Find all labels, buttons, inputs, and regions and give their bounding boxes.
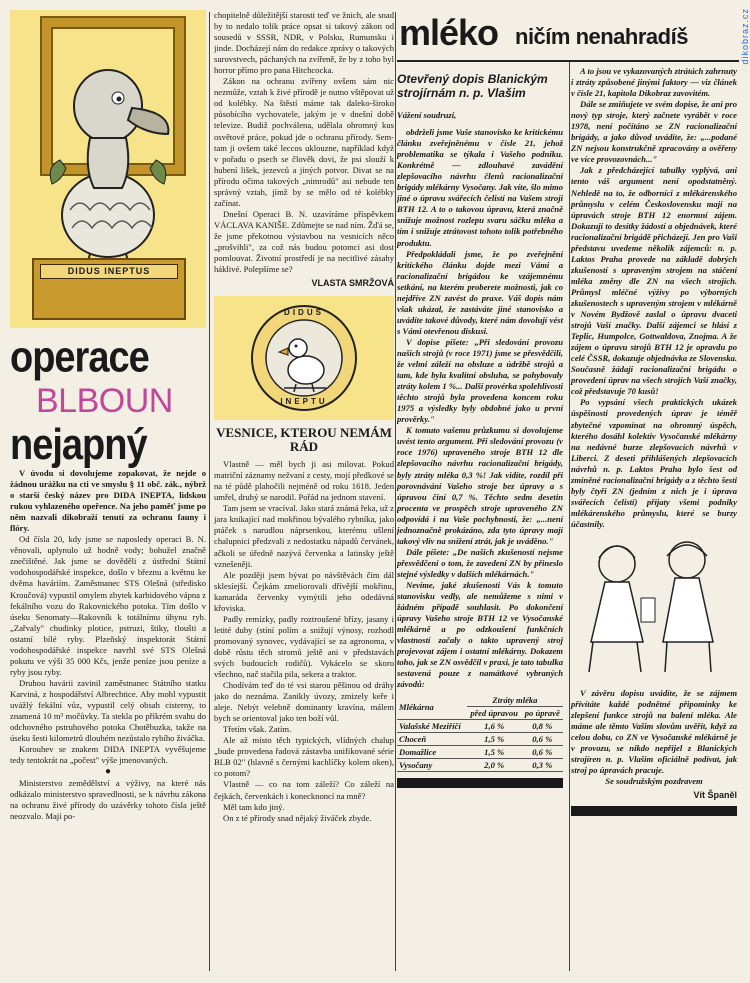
table-cell: 1,5 % bbox=[467, 746, 522, 759]
letter-title: Otevřený dopis Blanickým strojírnám n. p. Vlašim bbox=[397, 72, 548, 100]
table-cell: 2,0 % bbox=[467, 759, 522, 772]
medal-text-bottom: INEPTU bbox=[280, 397, 328, 407]
pedestal-plaque: DIDUS INEPTUS bbox=[40, 264, 178, 279]
letter-right-column bbox=[571, 66, 737, 816]
table-cell: Vysočany bbox=[397, 759, 467, 772]
table-row bbox=[397, 759, 563, 772]
paragraph: Korouhev se znakem DIDA INEPTA vyvěšujeme tedy tentokrát na „počest" výše jmenovaných. bbox=[10, 744, 206, 766]
column-operace bbox=[10, 10, 206, 973]
paragraph: Měl tam kdo jiný. bbox=[223, 801, 285, 812]
paragraph: Od čísla 20, kdy jsme se naposledy operaci B. N. věnovali, uplynulo už hodně vody; bohužel značně znečištěné. Jak jsme se dověděli z ústřední Státní vodohospodářské inspekce, došlo v březnu a květnu ke dvěma haváriím. Zaměstnanec STS Olešná (středisko Kroučová) vypustil omylem zbytek karbidového vápna z fekálního vozu do Rakovnického potoka. Tím došlo v úseku Senomaty—Rakovník k totálnímu úhynu ryb. „Zařvaly" chudinky plotice, pstruzi, štiky, tloušti a ostatní bílé ryby. Plzeňský inspektorát Státní vodohospodářské inspekce navrhl své STS Olešná pokutu ve výši 35 000 Kčs, jenže peníze jsou peníze a ryby jsou ryby. bbox=[10, 534, 206, 677]
table-cell: 0,6 % bbox=[522, 746, 563, 759]
paragraph: Předpokládali jsme, že po zveřejnění kritického článku dojde mezi Vámi a racionalizační brigádou ke vzájemnému setkání, na kterém proberete možnosti, jak co nejdříve ZN zavést do praxe. Váš dopis nám však ukázal, že zastáváte jiné stanovisko a uvádíte takové důvody, které nám dovolují vést s Vámi otevřenou diskusi. bbox=[397, 248, 563, 336]
closing: Se soudružským pozdravem bbox=[605, 776, 703, 787]
table-header-after: po úpravě bbox=[522, 707, 563, 720]
paragraph: Třetím však. Zatím. bbox=[223, 724, 292, 735]
didus-medal-illustration bbox=[214, 296, 394, 420]
table-row bbox=[397, 733, 563, 746]
table-header-before: před úpravou bbox=[467, 707, 522, 720]
dodo-illustration bbox=[10, 10, 206, 328]
table-row bbox=[397, 746, 563, 759]
column-rule bbox=[395, 12, 396, 971]
headline-blboun: BLBOUN bbox=[36, 382, 173, 420]
paragraph: Vlastně — co na tom záleží? Co záleží na čejkách, červenkách i konecknoncí na mně? bbox=[214, 779, 394, 801]
paragraph: On z té přírody snad nějaký živáček zbyde. bbox=[223, 812, 372, 823]
site-watermark: dikobraz.cz bbox=[740, 8, 750, 65]
paragraph: Zákon na ochranu zvířeny ovšem sám nic nezmůže, vztah k živé přírodě je nutno vštěpovat už od kolébky. Na štěstí máme tak daleko-široko působícího vychovatele, jakým je v dnešní době televize. Budiž pochválena, udělala ohromný kus osvětové práce, pokud jde o ochranu přírody. Sem-tam ji ovšem také leccos uklouzne, například když v pořadu o psech se člověk dovi, že psi slouží k hubení lišek, jezevců a jiných potvor. Divat se na přírodu očima takových „nimrodů" asi nebude ten správný vztah, jímž by se mělo od té kolébky začínat. bbox=[214, 76, 394, 208]
paragraph: Jak z předcházející tabulky vyplývá, ani tento váš argument není opodstatněný. Nehledě na to, že odborníci z mlékárenského průmyslu v celém Československu mají na úpravách stroje BTH 12 enormní zájem. Dokazují to desítky žádostí a objednávek, které racionalizační brigádě přicházejí. Jen pro Vaši představu uvedeme několik zájemců: n. p. Laktos Praha provede na základě dobrých zkušeností s upraveným strojem na stáčení mléka změny dle ZN na všech strojích. Průmysl mléčné výživy po výborných zkušenostech s upraveným strojem v mlékárně v Novém Bydžově zaslal o úpravu dvaceti strojů Vaší značky. Další zájemci se hlásí z Teplic, Humpolce, Gottwaldova, Znojma. A že zájem o úpravu strojů BTH 12 je opravdu po celé ČSSR, dokazuje objednávka ze Slovenska. Současně žádají racionalizační brigádu o provedení úprav na všech strojích Vaší značky, což představuje 70 kusů! bbox=[571, 165, 737, 397]
table-row bbox=[397, 720, 563, 733]
masthead-mleko: mléko bbox=[399, 12, 499, 53]
table-cell: 0,3 % bbox=[522, 759, 563, 772]
paragraph: Ale později jsem bývat po návštěvách čím dál sklesíejší. Čejkám zmeliorovali dřívější mokřinu, kamaráda červenky vymýtili jeho odedávná křoviska. bbox=[214, 569, 394, 613]
table-cell: Domažlice bbox=[397, 746, 467, 759]
pedestal bbox=[32, 258, 186, 320]
footer-bar bbox=[571, 806, 737, 816]
milk-loss-table bbox=[397, 694, 563, 772]
salutation: Vážení soudruzi, bbox=[397, 110, 457, 120]
table-header-plant: Mlékárna bbox=[397, 694, 467, 720]
table-header-group: Ztráty mléka bbox=[467, 694, 563, 707]
paragraph: Dnešní Operaci B. N. uzavíráme příspěvkem VÁCLAVA KANIŠE. Zdůmejte se nad ním. Žďá se, že jsme překotnou výstavbou na vesnicích něco „prošvihli", za což nás budou potomci asi dost pomlouvat. Životní prostředí je na necitlivé zásahy háklivé. Polepšíme se? bbox=[214, 208, 394, 275]
paragraph: chopitelně důležitější starosti teď ve žnich, ale snad by to nedalo tolik práce opsat si takový zákon od sousedů v SSSR, NDR, v Polsku, Rumunsku i jinde. Docházejí nám do redakce zprávy o takových surovstvech, páchaných na zvířeně, že by z toho byl horror přímo pro pana Hitchcocka. bbox=[214, 10, 394, 76]
headline-nejapny: nejapný bbox=[10, 420, 147, 470]
paragraph: K tomuto vašemu průzkumu si dovolujeme uvést tento argument. Při sledování provozu (v roce 1976) upraveného stroje BTH 12 dle zlepšovacího návrhu racionalizační brigády, byly ztráty mléka 0,3 %! Jak vidíte, rozdíl při porovnávání Vašeho stroje bez úpravy a s úpravou činí 0,7 %. Těchto sedm desetin procenta ve prospěch stroje upraveného ZN odpovídá i na Vaše pochybnosti, že: „...není jednoznačně prokázáno, zda tyto úpravy mají takový vliv na snížení ztrát, jak je uváděno." bbox=[397, 425, 563, 546]
paragraph: V dopise píšete: „Při sledování provozu našich strojů (v roce 1971) jsme se přesvědčili, že velmi záleží na obsluze a údržbě strojů a tam, kde byla kvalitní obsluha, se pohybovaly ztráty kolem 1 %... Další provérka spolehlivosti těchto strojů byla provedena koncem roku 1975 a výsledky byly obdobné jako u první prověrky." bbox=[397, 336, 563, 425]
paragraph: Po vypsání všech praktických ukázek úspěšnosti provedených úprav je téměř zbytečné vzpomínat na ohromný úspěch, kterého dosáhl kolektiv Vysočanské mlékárny na nedávné burze zlepšovacích návrhů v Liberci. Z deseti přihlášených zlepšovacích návrhů n. p. Laktos Praha bylo šest od zmíněné racionalizační brigády a z těchto šesti byly čtyři ZN (jedním z nich je i úprava svářecích čelistí) přijaty všemi podniky mlékárenského průmyslu, které se burzy účastnily. bbox=[571, 397, 737, 529]
paragraph: A to jsou ve vykazovaných ztrátách zahrnuty i ztráty způsobené jinými faktory — viz článek v čísle 21, kapitola Dikobraz zavovitém. bbox=[571, 66, 737, 99]
column-vesnice bbox=[214, 10, 394, 973]
paragraph: Chodívám teď do té vsi starou pěšinou od dráhy jako do neznáma. Zanikly úvozy, zmizely keře i aleje. Nebýt velebně dominanty kravína, málem bych se orientoval jako ten boží vůl. bbox=[214, 680, 394, 724]
masthead bbox=[397, 10, 739, 62]
paragraph: Ministerstvo zemědělství a výživy, na které nás odkázalo ministerstvo spravedlnosti, se k návrhu zákona na ochranu živé přírody do uzávěrky tohoto čísla ještě neozvalo. Mají po- bbox=[10, 778, 206, 822]
paragraph: Nevíme, jaké zkušenosti Vás k tomuto stanovisku vedly, ale nemůžeme s nimi v žádném případě souhlasit. Po dokončení úpravy Vašeho stroje BTH 12 ve Vysočanské mlékárně a po odzkoušení funkčních vlastností začaly o takto upravený stroj projevovat zájem i ostatní mlékárny. Dokazem toho, jak se ZN osvědčil v praxi, je tato tabulka sestavená pouze z namátkové vybraných závodů: bbox=[397, 579, 563, 690]
paragraph: Druhou havárii zavinil zaměstnanec Státního statku Karviná, z hospodářství Albrechtice. Aby mohl vypustit uvážlý fekální vůz, vypustil celý obsah cisterny, to znamená 10 m³ močůvky. Ta stekla po příkrém svahu do odchovného pstruhového potoka Chotěbuzka, takže na úseku šesti kilometrů dlouhém nezůstalo rybího živáčka. bbox=[10, 677, 206, 744]
letter-left-column bbox=[397, 66, 563, 788]
paragraph: Dále píšete: „De našich zkušeností nejsme přesvědčeni o tom, že zavedení ZN by přineslo stejné výsledky v dalších mlékárnách." bbox=[397, 546, 563, 579]
column-mleko bbox=[397, 10, 739, 973]
headline-operace: operace bbox=[10, 333, 149, 382]
table-cell: Valašské Meziříčí bbox=[397, 720, 467, 733]
paragraph: Tam jsem se vracíval. Jako stará známá řeka, už z jara knikající nad mokřinou bývalého rybníka, jako ptáček s narudlou náprsenkou, kterému ušlení chalupnici předzvali z nedostatku nápadů červánek, ačkoli se úředně nazývá červenka a latinsky ještě vznešeněji. bbox=[214, 503, 394, 569]
paragraph: V závěru dopisu uvádíte, že se zájmem přivítáte každé podnětné připomínky ke zlepšení funkce strojů na balení mléka. Ale máme ale těmto Vašim slovům uvěřit, když za celou dobu, co ZN ve Vysočanské mlékárně je v provozu, se nikdo nepřijel z Blanických strojíren n. p. Vlašim oficiálně podívat, jak stroj po úpravách pracuje. bbox=[571, 687, 737, 776]
medal-text-top: DIDUS bbox=[284, 308, 324, 318]
separator-dot: ● bbox=[104, 766, 112, 778]
table-cell: 1,5 % bbox=[467, 733, 522, 746]
table-cell: 0,6 % bbox=[522, 733, 563, 746]
cartoon-women-drawing bbox=[571, 534, 737, 684]
paragraph: Padly remízky, padly roztroušené břízy, jasany i letité duby (stíní polím a snižují výnosy, rozhodl promovaný synovec, vydávající se za agronoma, v době růstu těch stromů ještě ani v představách svých budoucích rodičů). Vykácelo se skoro všechno, nač stačila pila, sekera a traktor. bbox=[214, 613, 394, 680]
paragraph: Dále se zmiňujete ve svém dopise, že ani pro nový typ stroje, který začnete vyrábět v roce 1978, není počítáno se ZN racionalizační brigády, a jako důvod uvádíte, že: „...podané ZN nejsou konstrukčně zpracovány a ověřeny ve více provozovnách..." bbox=[571, 99, 737, 165]
table-cell: 0,8 % bbox=[522, 720, 563, 733]
paragraph: Ale až místo těch typických, vlídných chalup „bude provedena řadová zástavba unifikované série BLB 02" (hlavně s černými kachlíčky kolem oken), co potom? bbox=[214, 735, 394, 779]
article-intro: V úvodu si dovolujeme zopakovat, že nejde o žádnou urážku na cti ve smyslu § 11 obč. zák., nýbrž o starší český název pro DIDA INEPTA, lidskou rukou vyhlazeného opeřence. Na jeho paměť jsme po něm nazvali dikobraží tenutí za ochranu fauny i flóry. bbox=[10, 468, 206, 534]
article-title-vesnice: VESNICE, KTEROU NEMÁM RÁD bbox=[216, 425, 392, 455]
table-cell: 1,6 % bbox=[467, 720, 522, 733]
table-cell: Choceň bbox=[397, 733, 467, 746]
masthead-nicim: ničím nenahradíš bbox=[515, 24, 688, 49]
footer-bar bbox=[397, 778, 563, 788]
paragraph: obdrželi jsme Vaše stanovisko ke kritickému článku zveřejněnému v čísle 21, jehož problematika se týkala i Vašeho podniku. Konkrétně — zdlouhavé zavádění zlepšovacího návrhu členů racionalizační brigády mlékárny Vysočany. Jak víte, šlo mimo jiné o úpravu svářecích čelistí na Vašem stroji BTH 12. A to o takovou úpravu, která značně snižuje možnost rozlepu svaru sáčku mléka a tím i snižuje ztrátovost tohoto tolik potřebného produktu. bbox=[397, 127, 563, 248]
signature: Vít Španěl bbox=[693, 790, 737, 801]
paragraph: Vlastně — měl bych ji asi milovat. Pokud matriční záznamy nežvaní z cesty, mojí předkové se na té půdě plahočili nejméně od roku 1618. Jeden umřel, druhý se narodil. Pořád na jednom stavení. bbox=[214, 459, 394, 503]
author-byline: VLASTA SMRŽOVÁ bbox=[311, 278, 394, 289]
column-rule bbox=[209, 12, 210, 971]
